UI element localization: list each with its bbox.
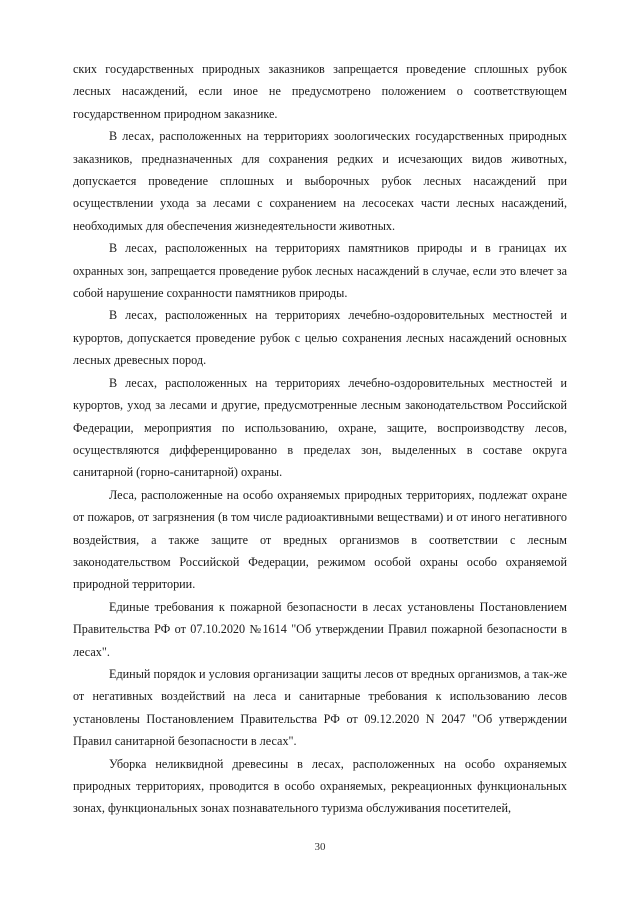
paragraph-6: Леса, расположенные на особо охраняемых природных территориях, подлежат охране от пожаров, от загрязнения (в том числе радиоактивными веществами) и от иного негативного воздействия, а также защите от вредных организмов в соответствии с лесным законодательством Российской Федерации, режимом особой охраны особо охраняемой природной территории.	[73, 487, 567, 592]
paragraph-9: Уборка неликвидной древесины в лесах, расположенных на особо охраняемых природных территориях, проводится в особо охраняемых, рекреационных функциональных зонах, функциональных зонах познавательного туризма обслуживания посетителей,	[73, 756, 567, 816]
paragraph-7: Единые требования к пожарной безопасности в лесах установлены Постановлением Правительства РФ от 07.10.2020 №1614 "Об утверждении Правил пожарной безопасности в лесах".	[73, 599, 567, 659]
paragraph-1: ских государственных природных заказников запрещается проведение сплошных рубок лесных насаждений, если иное не предусмотрено положением о соответствующем государственном природном заказнике.	[73, 62, 567, 121]
paragraph-3: В лесах, расположенных на территориях памятников природы и в границах их охранных зон, запрещается проведение рубок лесных насаждений в случае, если это влечет за собой нарушение сохранности памятников природы.	[73, 241, 567, 301]
page-number: 30	[314, 841, 326, 853]
paragraph-5: В лесах, расположенных на территориях лечебно-оздоровительных местностей и курортов, уход за лесами и другие, предусмотренные лесным законодательством Российской Федерации, мероприятия по использованию, охране, защите, воспроизводству лесов, осуществляются дифференцированно в пределах зон, выделенных в составе округа санитарной (горно-санитарной) охраны.	[73, 375, 567, 480]
paragraph-2: В лесах, расположенных на территориях зоологических государственных природных заказников, предназначенных для сохранения редких и исчезающих видов животных, допускается проведение сплошных и выборочных рубок лесных насаждений при осуществлении ухода за лесами с сохранением на лесосеках части лесных насаждений, необходимых для обеспечения жизнедеятельности животных.	[73, 129, 567, 233]
paragraph-8: Единый порядок и условия организации защиты лесов от вредных организмов, а так-же от негативных воздействий на леса и санитарные требования к использованию лесов установлены Постановлением Правительства РФ от 09.12.2020 N 2047 "Об утверждении Правил санитарной безопасности в лесах".	[73, 666, 567, 749]
document-page	[73, 58, 567, 820]
paragraph-4: В лесах, расположенных на территориях лечебно-оздоровительных местностей и курортов, допускается проведение рубок с целью сохранения лесных насаждений основных лесных древесных пород.	[73, 308, 567, 368]
